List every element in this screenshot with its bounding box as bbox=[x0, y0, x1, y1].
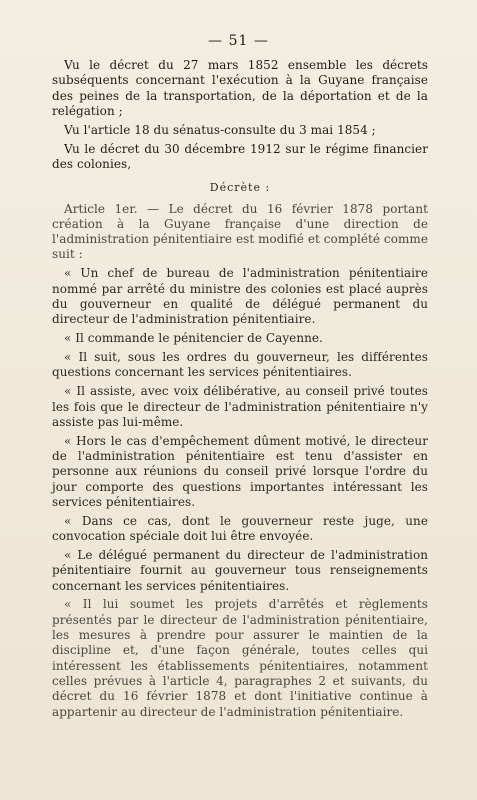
decree-heading: Décrète : bbox=[209, 181, 271, 195]
paragraph-penitencier: « Il commande le pénitencier de Cayenne. bbox=[64, 331, 323, 346]
paragraph-chef-de-bureau: « Un chef de bureau de l'administration pénitentiaire nommé par arrêté du ministre des colonies est placé auprès du gouverneur en qualité de délégué permanent du directeur de l'administration pénitentiaire. bbox=[52, 266, 428, 327]
paragraph-suit-questions: « Il suit, sous les ordres du gouverneur, les différentes questions concernant les services pénitentiaires. bbox=[52, 350, 428, 380]
paragraph-projets: « Il lui soumet les projets d'arrêtés et règlements présentés par le directeur de l'administration pénitentiaire, les mesures à prendre pour assurer le maintien de la discipline et, d'une façon générale, toutes celles qui intéressent les établissements pénitentiaires, notamment celles prévues à l'article 4, paragraphes 2 et suivants, du décret du 16 février 1878 et dont l'initiative continue à appartenir au directeur de l'administration pénitentiaire. bbox=[52, 597, 428, 719]
paragraph-vu-1912: Vu le décret du 30 décembre 1912 sur le régime financier des colonies, bbox=[52, 141, 428, 171]
paragraph-vu-1854: Vu l'article 18 du sénatus-consulte du 3 mai 1854 ; bbox=[64, 122, 376, 137]
paragraph-delegue: « Le délégué permanent du directeur de l'administration pénitentiaire fournit au gouverneur tous renseignements concernant les services pénitentiaires. bbox=[52, 547, 428, 593]
paragraph-empechement: « Hors le cas d'empêchement dûment motivé, le directeur de l'administration pénitentiaire est tenu d'assister en personne aux réunions du conseil privé lorsque l'ordre du jour comporte des questions importantes intéressant les services pénitentiaires. bbox=[52, 433, 428, 509]
paragraph-article-1: Article 1er. — Le décret du 16 février 1878 portant création à la Guyane française d'une direction de l'administration pénitentiaire est modifié et complété comme suit : bbox=[52, 201, 428, 262]
page-number: — 51 — bbox=[208, 33, 269, 49]
paragraph-convocation: « Dans ce cas, dont le gouverneur reste juge, une convocation spéciale doit lui être envoyée. bbox=[52, 513, 428, 544]
document-body bbox=[52, 58, 428, 723]
paragraph-vu-1852: Vu le décret du 27 mars 1852 ensemble les décrets subséquents concernant l'exécution à la Guyane française des peines de la transportation, de la déportation et de la relégation ; bbox=[52, 58, 428, 118]
paragraph-conseil-prive: « Il assiste, avec voix délibérative, au conseil privé toutes les fois que le directeur de l'administration pénitentiaire n'y assiste pas lui-même. bbox=[52, 384, 428, 429]
